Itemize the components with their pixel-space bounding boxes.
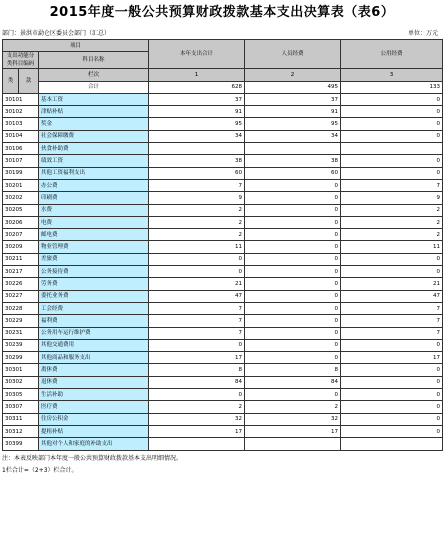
row-value-2: 38 [245, 155, 341, 167]
row-name: 差旅费 [39, 253, 149, 265]
row-name: 物业管理费 [39, 241, 149, 253]
row-value-1: 7 [149, 327, 245, 339]
row-value-1: 21 [149, 278, 245, 290]
table-header [3, 40, 443, 94]
row-code: 30101 [3, 93, 39, 105]
row-value-2: 95 [245, 118, 341, 130]
row-value-3: 9 [341, 192, 443, 204]
row-value-2: 91 [245, 106, 341, 118]
row-name: 绩效工资 [39, 155, 149, 167]
row-value-3: 11 [341, 241, 443, 253]
row-value-3: 7 [341, 302, 443, 314]
row-value-3: 0 [341, 339, 443, 351]
index-col3: 3 [341, 69, 443, 81]
row-value-3: 0 [341, 413, 443, 425]
row-name: 公务接待费 [39, 266, 149, 278]
row-value-3: 7 [341, 179, 443, 191]
row-name: 其他交通费用 [39, 339, 149, 351]
table-row [3, 327, 443, 339]
table-row [3, 389, 443, 401]
row-value-3: 0 [341, 401, 443, 413]
row-name: 离休费 [39, 364, 149, 376]
row-value-2: 0 [245, 339, 341, 351]
table-row [3, 130, 443, 142]
table-subheader [2, 29, 442, 39]
row-code: 30305 [3, 389, 39, 401]
row-name: 其他对个人和家庭的补助支出 [39, 438, 149, 450]
row-value-1: 7 [149, 179, 245, 191]
row-value-3: 17 [341, 352, 443, 364]
table-row [3, 253, 443, 265]
table-row [3, 278, 443, 290]
item-group-header: 项目 [3, 40, 149, 52]
row-code: 30104 [3, 130, 39, 142]
row-code: 30239 [3, 339, 39, 351]
row-code: 30229 [3, 315, 39, 327]
row-value-2: 0 [245, 266, 341, 278]
code-header: 支出功能分类科目编码 [3, 52, 39, 69]
row-code: 30205 [3, 204, 39, 216]
row-name: 印刷费 [39, 192, 149, 204]
row-value-1: 2 [149, 229, 245, 241]
row-value-1: 9 [149, 192, 245, 204]
table-row [3, 192, 443, 204]
row-value-3: 47 [341, 290, 443, 302]
row-code: 30227 [3, 290, 39, 302]
table-row [3, 229, 443, 241]
row-value-1: 0 [149, 389, 245, 401]
row-name: 生活补助 [39, 389, 149, 401]
row-name: 津贴补贴 [39, 106, 149, 118]
row-value-2: 0 [245, 302, 341, 314]
row-name: 伙食补助费 [39, 143, 149, 155]
row-name: 退休费 [39, 376, 149, 388]
row-value-1: 34 [149, 130, 245, 142]
unit-label: 单位：万元 [407, 30, 438, 37]
row-index-header: 栏次 [39, 69, 149, 81]
table-row [3, 143, 443, 155]
row-value-3: 0 [341, 389, 443, 401]
row-code: 30231 [3, 327, 39, 339]
row-code: 30102 [3, 106, 39, 118]
row-code: 30301 [3, 364, 39, 376]
row-value-1: 2 [149, 401, 245, 413]
row-value-3: 0 [341, 155, 443, 167]
row-value-1: 32 [149, 413, 245, 425]
row-value-3: 0 [341, 130, 443, 142]
section-header: 款 [19, 69, 39, 94]
footnote-line-1: 注：本表反映部门本年度一般公共预算财政拨款基本支出明细情况。 [2, 455, 183, 462]
row-value-2: 84 [245, 376, 341, 388]
table-row [3, 106, 443, 118]
row-value-3: 0 [341, 106, 443, 118]
row-value-1: 0 [149, 266, 245, 278]
row-code: 30106 [3, 143, 39, 155]
table-row [3, 290, 443, 302]
row-value-2: 0 [245, 278, 341, 290]
row-value-3: 0 [341, 118, 443, 130]
row-value-2: 0 [245, 389, 341, 401]
row-name: 福利费 [39, 315, 149, 327]
row-name: 住房公积金 [39, 413, 149, 425]
row-value-1: 2 [149, 204, 245, 216]
row-value-2: 32 [245, 413, 341, 425]
row-code: 30202 [3, 192, 39, 204]
personnel-header: 人员经费 [245, 40, 341, 69]
row-value-1 [149, 143, 245, 155]
row-value-1: 47 [149, 290, 245, 302]
table-row [3, 155, 443, 167]
total-label: 合计 [39, 81, 149, 93]
row-value-2: 0 [245, 290, 341, 302]
row-name: 奖金 [39, 118, 149, 130]
row-value-1: 60 [149, 167, 245, 179]
department-label: 部门：景洪市勐仑区委员会部门（汇总） [2, 30, 111, 37]
footnote-line-2: 1栏合计=（2+3）栏合计。 [2, 467, 78, 474]
table-row [3, 179, 443, 191]
row-value-1: 17 [149, 425, 245, 437]
table-row [3, 266, 443, 278]
row-code: 30103 [3, 118, 39, 130]
table-row [3, 352, 443, 364]
row-value-1: 7 [149, 302, 245, 314]
index-col2: 2 [245, 69, 341, 81]
row-value-1: 84 [149, 376, 245, 388]
row-name: 工会经费 [39, 302, 149, 314]
table-row [3, 339, 443, 351]
total-value-1: 628 [149, 81, 245, 93]
table-row [3, 401, 443, 413]
row-code: 30299 [3, 352, 39, 364]
row-value-2 [245, 143, 341, 155]
table-row [3, 216, 443, 228]
table-row [3, 364, 443, 376]
row-value-1: 0 [149, 339, 245, 351]
row-value-1: 37 [149, 93, 245, 105]
row-value-2: 0 [245, 241, 341, 253]
row-value-2: 0 [245, 229, 341, 241]
row-value-2: 0 [245, 253, 341, 265]
row-name: 公务用车运行维护费 [39, 327, 149, 339]
row-value-2 [245, 438, 341, 450]
row-value-1: 91 [149, 106, 245, 118]
row-code: 30201 [3, 179, 39, 191]
public-expense-header: 公用经费 [341, 40, 443, 69]
row-name: 电费 [39, 216, 149, 228]
row-value-1: 95 [149, 118, 245, 130]
table-row [3, 425, 443, 437]
row-code: 30207 [3, 229, 39, 241]
table-row [3, 118, 443, 130]
row-value-3: 0 [341, 167, 443, 179]
row-value-3: 7 [341, 315, 443, 327]
row-code: 30199 [3, 167, 39, 179]
footnote-area [2, 453, 442, 477]
row-code: 30311 [3, 413, 39, 425]
row-value-1: 2 [149, 216, 245, 228]
row-code: 30228 [3, 302, 39, 314]
row-value-2: 0 [245, 204, 341, 216]
row-code: 30211 [3, 253, 39, 265]
row-name: 办公费 [39, 179, 149, 191]
expenditure-table [2, 39, 443, 451]
row-value-1: 7 [149, 315, 245, 327]
kind-header: 类 [3, 69, 19, 94]
row-value-1: 0 [149, 253, 245, 265]
table-body [3, 93, 443, 450]
row-value-2: 0 [245, 315, 341, 327]
row-name: 医疗费 [39, 401, 149, 413]
row-name: 水费 [39, 204, 149, 216]
name-header: 科目名称 [39, 52, 149, 69]
row-value-1: 17 [149, 352, 245, 364]
row-value-3: 0 [341, 93, 443, 105]
row-value-3: 0 [341, 253, 443, 265]
row-value-2: 2 [245, 401, 341, 413]
table-row [3, 241, 443, 253]
table-row [3, 302, 443, 314]
table-row [3, 167, 443, 179]
row-name: 社会保障缴费 [39, 130, 149, 142]
row-value-1: 8 [149, 364, 245, 376]
table-row [3, 376, 443, 388]
row-code: 30307 [3, 401, 39, 413]
row-value-3: 0 [341, 425, 443, 437]
table-row [3, 413, 443, 425]
row-code: 30217 [3, 266, 39, 278]
row-value-3: 2 [341, 204, 443, 216]
row-value-3: 0 [341, 364, 443, 376]
row-name: 劳务费 [39, 278, 149, 290]
row-value-2: 8 [245, 364, 341, 376]
row-value-2: 0 [245, 216, 341, 228]
table-row [3, 93, 443, 105]
row-code: 30312 [3, 425, 39, 437]
total-spending-header: 本年支出合计 [149, 40, 245, 69]
row-name: 其他工资福利支出 [39, 167, 149, 179]
row-value-3 [341, 438, 443, 450]
row-code: 30209 [3, 241, 39, 253]
row-value-3: 7 [341, 327, 443, 339]
row-value-1: 11 [149, 241, 245, 253]
row-name: 提租补贴 [39, 425, 149, 437]
index-col1: 1 [149, 69, 245, 81]
table-row [3, 315, 443, 327]
row-value-3: 0 [341, 376, 443, 388]
total-value-2: 495 [245, 81, 341, 93]
row-name: 其他商品和服务支出 [39, 352, 149, 364]
row-value-2: 0 [245, 192, 341, 204]
row-code: 30226 [3, 278, 39, 290]
total-value-3: 133 [341, 81, 443, 93]
row-value-2: 37 [245, 93, 341, 105]
row-code: 30206 [3, 216, 39, 228]
row-name: 委托业务费 [39, 290, 149, 302]
row-value-1: 38 [149, 155, 245, 167]
row-value-2: 0 [245, 327, 341, 339]
row-value-2: 34 [245, 130, 341, 142]
row-code: 30399 [3, 438, 39, 450]
table-row [3, 438, 443, 450]
row-code: 30302 [3, 376, 39, 388]
row-value-3: 0 [341, 266, 443, 278]
row-value-2: 0 [245, 179, 341, 191]
row-value-3: 21 [341, 278, 443, 290]
row-value-3: 2 [341, 216, 443, 228]
row-name: 邮电费 [39, 229, 149, 241]
row-value-2: 60 [245, 167, 341, 179]
row-value-2: 0 [245, 352, 341, 364]
row-name: 基本工资 [39, 93, 149, 105]
row-value-3: 2 [341, 229, 443, 241]
row-value-1 [149, 438, 245, 450]
table-row [3, 204, 443, 216]
row-value-3 [341, 143, 443, 155]
page-title: 2015年度一般公共预算财政拨款基本支出决算表（表6） [49, 5, 395, 20]
row-code: 30107 [3, 155, 39, 167]
row-value-2: 17 [245, 425, 341, 437]
